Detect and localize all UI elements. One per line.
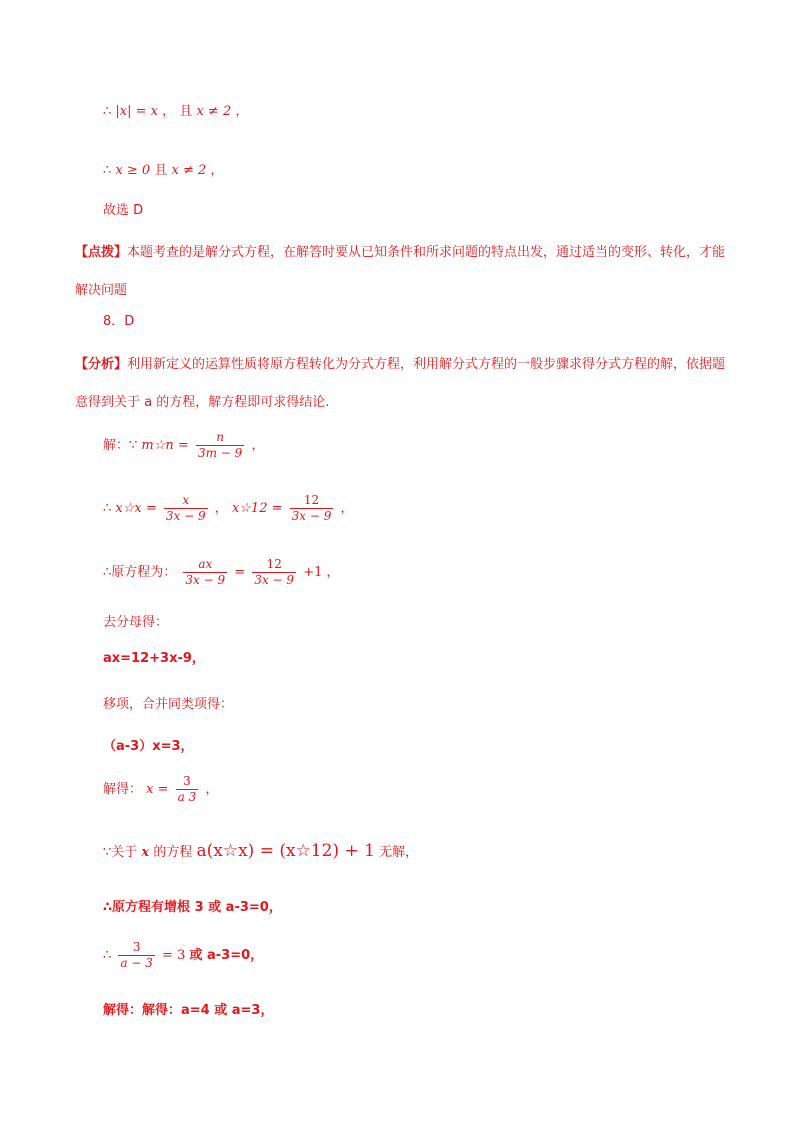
line-extraneous-root: ∴原方程有增根 3 或 a-3=0， bbox=[103, 900, 282, 915]
line-choose-d: 故选 D bbox=[103, 203, 144, 218]
punct: ， bbox=[214, 501, 228, 516]
therefore-symbol: ∴ bbox=[103, 948, 112, 963]
punct: ， bbox=[205, 782, 219, 797]
punct: ， bbox=[326, 565, 340, 580]
star-equation: a(x☆x) = (x☆12) + 1 bbox=[196, 841, 375, 861]
neq-expression: x ≠ 2 bbox=[171, 163, 207, 178]
solution-prefix: 解：∵ bbox=[103, 438, 138, 453]
because-prefix: ∵关于 bbox=[103, 845, 138, 860]
line-combined-equation: （a-3）x=3， bbox=[103, 739, 194, 754]
fraction: $\frac{3}{a - 3}$ bbox=[120, 940, 153, 970]
operation-lhs: m☆n = bbox=[141, 438, 189, 453]
line-range-condition bbox=[103, 162, 223, 180]
tip-paragraph bbox=[75, 234, 735, 310]
line-root-cases bbox=[103, 940, 263, 971]
line-definition bbox=[103, 430, 264, 461]
equals-three: = 3 bbox=[162, 948, 186, 963]
analysis-text: 利用新定义的运算性质将原方程转化为分式方程，利用解分式方程的一般步骤求得分式方程的解，依据题意得到关于 a 的方程，解方程即可求得结论. bbox=[75, 357, 726, 410]
or-case: 或 a-3=0， bbox=[189, 948, 264, 963]
expr-x-star-12: x☆12 = bbox=[231, 501, 283, 516]
tip-tag: 【点拨】 bbox=[75, 245, 128, 260]
line-clear-denominator: 去分母得： bbox=[103, 615, 169, 630]
punct: ， bbox=[162, 104, 176, 119]
therefore-symbol: ∴ bbox=[103, 163, 112, 178]
punct: ， bbox=[340, 501, 354, 516]
punct: ， bbox=[251, 438, 265, 453]
fraction: $\frac{x}{3x - 9}$ bbox=[165, 493, 206, 523]
therefore-symbol: ∴ bbox=[103, 501, 112, 516]
fraction: $\frac{12}{3x - 9}$ bbox=[254, 557, 295, 587]
x-equals: x = bbox=[146, 782, 169, 797]
fraction: $\frac{12}{3x - 9}$ bbox=[291, 493, 332, 523]
analysis-tag: 【分析】 bbox=[75, 357, 128, 372]
line-substitution bbox=[103, 493, 354, 524]
no-solution-text: 无解， bbox=[379, 845, 419, 860]
abs-equation: |x| = x bbox=[115, 104, 159, 119]
punct: ， bbox=[210, 163, 224, 178]
line-combine-terms: 移项，合并同类项得： bbox=[103, 697, 234, 712]
inequality: x ≥ 0 bbox=[115, 163, 151, 178]
therefore-symbol: ∴ bbox=[103, 104, 112, 119]
fraction: $\frac{n}{3m - 9}$ bbox=[197, 430, 243, 460]
variable-x: x bbox=[141, 845, 150, 860]
and-word: 且 bbox=[154, 163, 168, 178]
tip-text: 本题考查的是解分式方程，在解答时要从已知条件和所求问题的特点出发，通过适当的变形、转化，才能解决问题 bbox=[75, 245, 726, 298]
line-no-solution bbox=[103, 842, 418, 862]
line-cleared-equation: ax=12+3x-9， bbox=[103, 651, 205, 666]
solve-prefix: 解得： bbox=[103, 782, 143, 797]
equation-prefix: ∴原方程为： bbox=[103, 565, 177, 580]
expr-x-star-x: x☆x = bbox=[115, 501, 157, 516]
neq-expression: x ≠ 2 bbox=[196, 104, 232, 119]
analysis-paragraph bbox=[75, 346, 735, 422]
equation-word: 的方程 bbox=[153, 845, 193, 860]
fraction: $\frac{3}{a 3}$ bbox=[177, 774, 197, 804]
fraction: $\frac{ax}{3x - 9}$ bbox=[185, 557, 226, 587]
and-word: 且 bbox=[179, 104, 193, 119]
line-final-answer: 解得：解得：a=4 或 a=3， bbox=[103, 1003, 274, 1018]
punct: ， bbox=[235, 104, 249, 119]
line-abs-condition bbox=[103, 103, 248, 121]
line-original-equation bbox=[103, 557, 340, 588]
question-8-answer: 8．D bbox=[103, 314, 135, 329]
equals-sign: = bbox=[234, 565, 246, 580]
plus-one: +1 bbox=[303, 565, 323, 580]
line-solve-x bbox=[103, 774, 218, 805]
